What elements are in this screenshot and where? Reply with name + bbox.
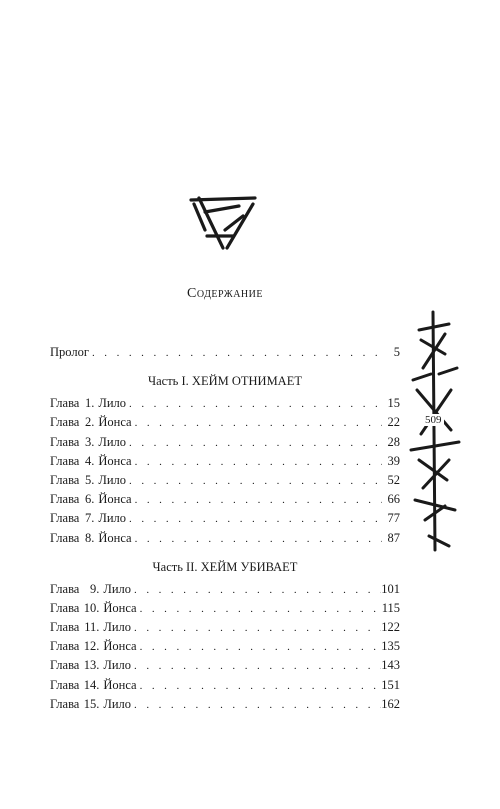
toc-entry-page: 28 <box>387 434 400 449</box>
toc-entry-name: Йонса <box>103 639 137 654</box>
toc-entry-page: 151 <box>381 677 400 692</box>
toc-entry-chapter <box>50 697 400 716</box>
toc-entry-chapter <box>50 620 400 639</box>
toc-entry-prefix: Глава <box>50 492 80 507</box>
toc-entry-chapter <box>50 396 400 415</box>
toc-entry-number: 8. <box>84 530 95 545</box>
toc-entry-number: 3. <box>84 434 95 449</box>
leader-dots <box>137 603 382 615</box>
toc-entry-name: Лило <box>98 396 127 411</box>
leader-dots <box>132 456 382 468</box>
toc-entry-page: 115 <box>381 600 400 615</box>
toc-entry-chapter <box>50 639 400 658</box>
toc-entry-name: Йонса <box>98 530 132 545</box>
leader-dots <box>131 699 381 711</box>
toc-entry-page: 101 <box>381 581 400 596</box>
toc-entry-page: 5 <box>393 345 400 359</box>
toc-entry-name: Лило <box>98 434 127 449</box>
toc-entry-number: 9. <box>89 581 100 596</box>
toc-entry-page: 122 <box>381 620 400 635</box>
page-number: 509 <box>425 414 442 426</box>
toc-entry-chapter <box>50 473 400 492</box>
toc-entry-prefix: Глава <box>50 434 80 449</box>
toc-entry-number: 7. <box>84 511 95 526</box>
toc-entry-page: 52 <box>387 472 400 487</box>
toc-entry-page: 39 <box>387 453 400 468</box>
toc-entry-label: Пролог <box>50 345 89 359</box>
toc-entry-number: 6. <box>84 492 95 507</box>
toc-entry-page: 15 <box>387 396 400 411</box>
toc-entry-name: Лило <box>103 581 132 596</box>
toc-entry-number: 13. <box>83 658 100 673</box>
toc-entry-prologue <box>50 345 400 364</box>
toc-entry-number: 11. <box>84 620 100 635</box>
toc-entry-prefix: Глава <box>50 581 80 596</box>
part-heading: Часть II. ХЕЙМ УБИВАЕТ <box>152 559 298 574</box>
rune-column-icon <box>405 310 465 555</box>
triangle-emblem-icon <box>185 190 263 260</box>
toc-entry-chapter <box>50 454 400 473</box>
toc-entry-name: Лило <box>103 658 132 673</box>
leader-dots <box>131 660 381 672</box>
part-heading: Часть I. ХЕЙМ ОТНИМАЕТ <box>148 374 302 389</box>
toc-entry-name: Йонса <box>103 600 137 615</box>
toc-entry-chapter <box>50 435 400 454</box>
toc-title: Содержание <box>187 286 263 301</box>
leader-dots <box>126 513 382 525</box>
toc-entry-name: Йонса <box>98 492 132 507</box>
leader-dots <box>132 494 382 506</box>
toc-entry-prefix: Глава <box>50 530 80 545</box>
toc-entry-number: 14. <box>83 677 100 692</box>
toc-entry-page: 135 <box>381 639 400 654</box>
toc-entry-page: 143 <box>381 658 400 673</box>
toc-entry-number: 2. <box>84 415 95 430</box>
toc-entry-page: 66 <box>387 492 400 507</box>
toc-entry-chapter <box>50 582 400 601</box>
toc-entry-prefix: Глава <box>50 396 80 411</box>
toc-entry-prefix: Глава <box>50 600 80 615</box>
leader-dots <box>89 347 382 359</box>
toc-entry-prefix: Глава <box>50 639 80 654</box>
toc-entry-number: 12. <box>83 639 100 654</box>
toc-entry-page: 77 <box>387 511 400 526</box>
toc-entry-prefix: Глава <box>50 511 80 526</box>
toc-entry-prefix: Глава <box>50 696 80 711</box>
leader-dots <box>126 475 382 487</box>
toc-entry-prefix: Глава <box>50 472 80 487</box>
toc-entry-chapter <box>50 531 400 550</box>
toc-entry-name: Лило <box>103 620 132 635</box>
leader-dots <box>132 417 382 429</box>
toc-entry-name: Лило <box>98 472 127 487</box>
leader-dots <box>132 533 382 545</box>
toc-entry-prefix: Глава <box>50 658 80 673</box>
leader-dots <box>137 680 382 692</box>
leader-dots <box>126 398 382 410</box>
toc-entry-chapter <box>50 658 400 677</box>
toc-entry-page: 87 <box>387 530 400 545</box>
toc-entry-name: Йонса <box>103 677 137 692</box>
toc-entry-page: 162 <box>381 696 400 711</box>
toc-entry-name: Йонса <box>98 453 132 468</box>
toc-entry-number: 5. <box>84 472 95 487</box>
toc-entry-page: 22 <box>387 415 400 430</box>
toc-entry-name: Йонса <box>98 415 132 430</box>
toc-entry-number: 1. <box>84 396 95 411</box>
toc-entry-prefix: Глава <box>50 620 80 635</box>
leader-dots <box>131 622 381 634</box>
toc-entry-prefix: Глава <box>50 677 80 692</box>
toc-entry-chapter <box>50 511 400 530</box>
leader-dots <box>137 641 382 653</box>
toc-entry-chapter <box>50 492 400 511</box>
toc-entry-name: Лило <box>98 511 127 526</box>
toc-entry-number: 10. <box>83 600 100 615</box>
table-of-contents <box>50 345 400 716</box>
leader-dots <box>126 437 382 449</box>
toc-entry-prefix: Глава <box>50 415 80 430</box>
toc-entry-prefix: Глава <box>50 453 80 468</box>
toc-entry-chapter <box>50 678 400 697</box>
toc-entry-name: Лило <box>103 696 132 711</box>
toc-entry-chapter <box>50 601 400 620</box>
toc-entry-number: 4. <box>84 453 95 468</box>
toc-entry-chapter <box>50 415 400 434</box>
leader-dots <box>131 584 381 596</box>
toc-entry-number: 15. <box>83 696 100 711</box>
